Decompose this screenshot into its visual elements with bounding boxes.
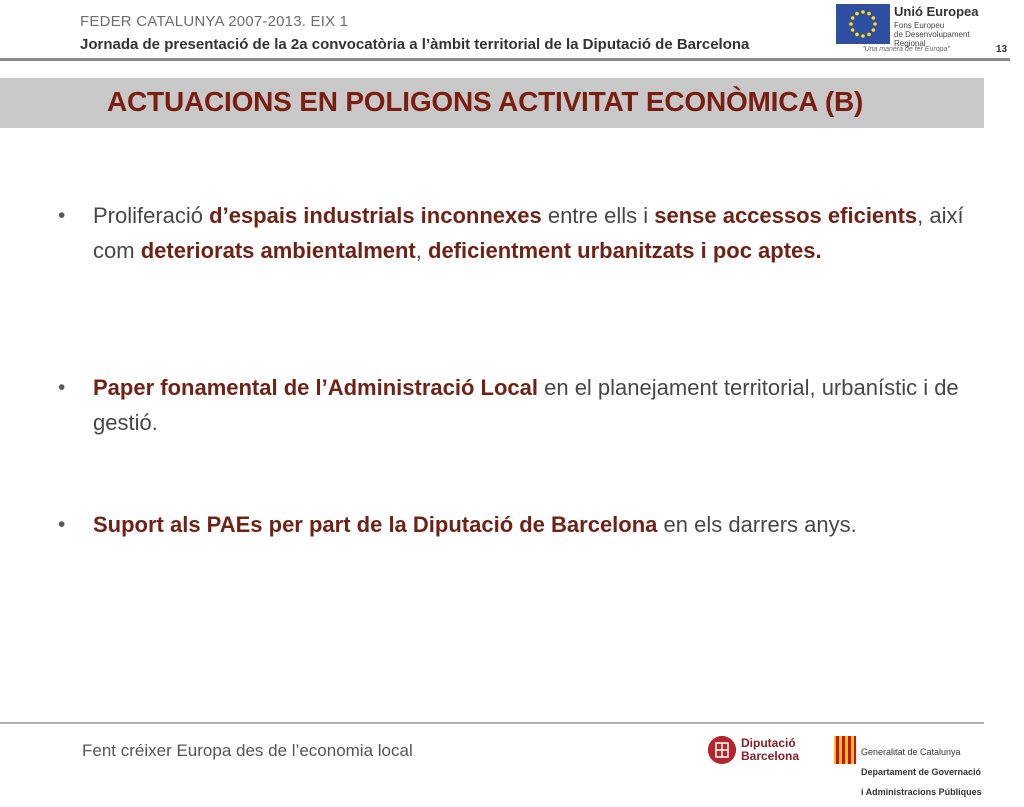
eu-flag-icon xyxy=(836,4,890,44)
bullet-marker: • xyxy=(58,204,66,227)
generalitat-line-3: i Administracions Públiques xyxy=(861,787,982,797)
text-run-bold: deteriorats ambientalment xyxy=(140,238,416,263)
eu-logo xyxy=(836,4,996,56)
text-run: , xyxy=(415,238,428,263)
eu-motto: "Una manera de fer Europa" xyxy=(862,46,950,53)
text-run-bold: Paper fonamental de l’Administració Local xyxy=(93,375,538,400)
diputacio-logo xyxy=(708,736,808,766)
diputacio-logo-icon xyxy=(708,736,736,764)
generalitat-text xyxy=(861,737,982,807)
generalitat-line-2: Departament de Governació xyxy=(861,767,982,777)
diputacio-name: Diputació Barcelona xyxy=(741,736,800,763)
text-run: , així com xyxy=(93,203,964,263)
text-run-bold: sense accessos eficients xyxy=(654,203,918,228)
eu-star xyxy=(867,12,871,16)
eu-star xyxy=(855,33,859,37)
generalitat-line-1: Generalitat de Catalunya xyxy=(861,747,961,757)
bottom-divider xyxy=(0,722,984,724)
text-run-bold: d’espais industrials inconnexes xyxy=(209,203,542,228)
generalitat-logo xyxy=(834,736,994,797)
eu-subtitle: Fons Europeu de Desenvolupament Regional xyxy=(894,21,970,48)
footer-slogan: Fent créixer Europa des de l’economia local xyxy=(82,741,413,760)
bullet-marker: • xyxy=(58,513,66,536)
bullet-marker: • xyxy=(58,376,66,399)
text-run-bold: Suport als PAEs per part de la Diputació de Barcelona xyxy=(93,512,658,537)
eu-star xyxy=(872,28,876,32)
senyera-icon xyxy=(834,736,856,764)
bullet-text xyxy=(93,507,968,542)
eu-star xyxy=(873,22,877,26)
text-run: Proliferació xyxy=(93,203,210,228)
eu-star xyxy=(851,28,855,32)
eu-star xyxy=(872,16,876,20)
text-run-bold: deficientment urbanitzats i poc aptes. xyxy=(428,238,822,263)
slide-title: ACTUACIONS EN POLIGONS ACTIVITAT ECONÒMICA (B) xyxy=(107,86,864,117)
text-run: en els darrers anys. xyxy=(657,512,857,537)
text-run: en el planejament territorial, urbanístic i de gestió. xyxy=(93,375,959,435)
header-line-2: Jornada de presentació de la 2a convocatòria a l’àmbit territorial de la Diputació de Barcelona xyxy=(80,36,750,53)
bullet-text xyxy=(93,198,968,268)
eu-star xyxy=(855,12,859,16)
eu-star xyxy=(851,16,855,20)
eu-star xyxy=(867,33,871,37)
top-divider xyxy=(0,58,1010,61)
page-number: 13 xyxy=(996,44,1008,55)
header-line-1: FEDER CATALUNYA 2007-2013. EIX 1 xyxy=(80,13,349,30)
eu-star xyxy=(861,34,865,38)
eu-star xyxy=(849,22,853,26)
eu-title: Unió Europea xyxy=(894,4,979,19)
eu-star xyxy=(861,10,865,14)
bullet-text xyxy=(93,370,968,440)
text-run: entre ells i xyxy=(541,203,655,228)
